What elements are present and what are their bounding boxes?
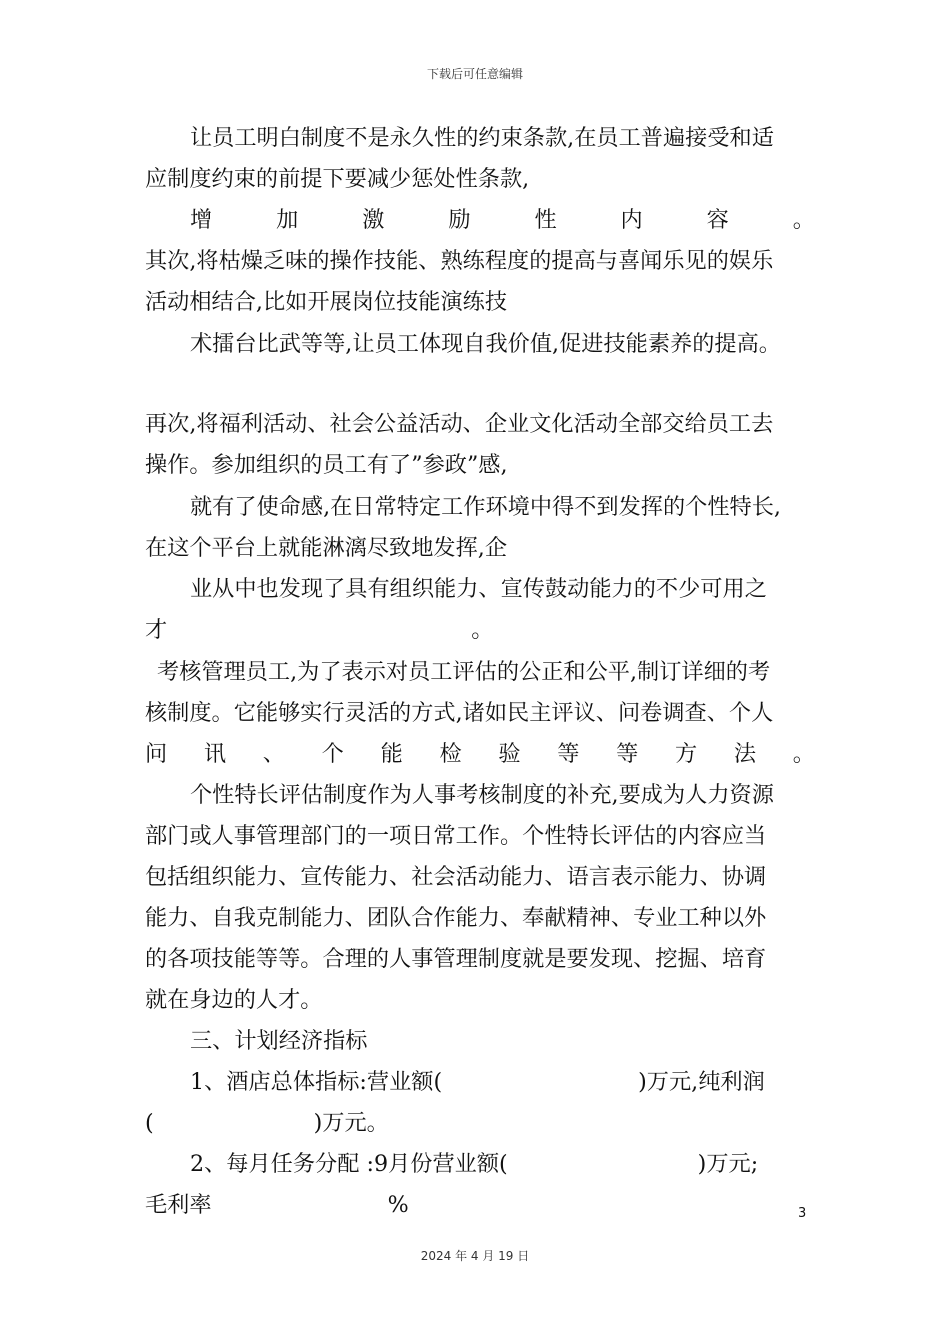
page-header: 下载后可任意编辑 bbox=[426, 67, 523, 81]
spread-char: 讯 bbox=[203, 741, 227, 767]
paragraph-line: 应制度约束的前提下要减少惩处性条款, bbox=[145, 166, 530, 192]
paragraph-line bbox=[145, 1107, 815, 1139]
paragraph-line bbox=[145, 1189, 815, 1221]
page-footer-date: 2024 年 4 月 19 日 bbox=[420, 1249, 530, 1263]
section-heading: 三、计划经济指标 bbox=[190, 1028, 368, 1054]
spread-char: 能 bbox=[380, 741, 403, 767]
spread-char: 、 bbox=[262, 741, 285, 767]
spread-char: 等 bbox=[557, 741, 580, 767]
line-text: % bbox=[387, 1192, 409, 1218]
line-text: )万元,纯利润 bbox=[638, 1069, 765, 1095]
paragraph-line: 术擂台比武等等,让员工体现自我价值,促进技能素养的提高。 bbox=[190, 331, 781, 357]
spread-char: 容 bbox=[706, 207, 729, 233]
spread-char: 个 bbox=[321, 741, 344, 767]
paragraph-line: 在这个平台上就能淋漓尽致地发挥,企 bbox=[145, 535, 508, 561]
spread-char: 法 bbox=[733, 741, 757, 767]
paragraph-line bbox=[190, 1148, 815, 1180]
spread-char: 励 bbox=[448, 207, 471, 233]
spread-char: 检 bbox=[439, 741, 462, 767]
paragraph-line: 业从中也发现了具有组织能力、宣传鼓动能力的不少可用之 bbox=[190, 576, 767, 602]
paragraph-line: 其次,将枯燥乏味的操作技能、熟练程度的提高与喜闻乐见的娱乐 bbox=[145, 248, 774, 274]
spread-char: 激 bbox=[362, 207, 385, 233]
paragraph-line: 能力、自我克制能力、团队合作能力、奉献精神、专业工种以外 bbox=[145, 905, 767, 931]
spread-char: 内 bbox=[620, 207, 643, 233]
spread-char: 问 bbox=[145, 741, 168, 767]
line-text: ( bbox=[145, 1110, 154, 1136]
paragraph-line: 活动相结合,比如开展岗位技能演练技 bbox=[145, 289, 508, 315]
paragraph-line: 的各项技能等等。合理的人事管理制度就是要发现、挖掘、培育 bbox=[145, 946, 767, 972]
line-text: 1、酒店总体指标:营业额( bbox=[190, 1069, 443, 1095]
paragraph-line bbox=[145, 614, 815, 646]
paragraph-line: 包括组织能力、宣传能力、社会活动能力、语言表示能力、协调 bbox=[145, 864, 767, 890]
paragraph-line: 操作。参加组织的员工有了”参政”感, bbox=[145, 452, 508, 478]
paragraph-line: 核制度。它能够实行灵活的方式,诸如民主评议、问卷调查、个人 bbox=[145, 700, 774, 726]
paragraph-line: 个性特长评估制度作为人事考核制度的补充,要成为人力资源 bbox=[190, 782, 774, 808]
spread-char: 。 bbox=[792, 207, 815, 233]
paragraph-line: 再次,将福利活动、社会公益活动、企业文化活动全部交给员工去 bbox=[145, 411, 774, 437]
paragraph-line: 就有了使命感,在日常特定工作环境中得不到发挥的个性特长, bbox=[190, 494, 781, 520]
spread-char: 验 bbox=[498, 741, 521, 767]
paragraph-line: 就在身边的人才。 bbox=[145, 987, 323, 1013]
spread-char: 加 bbox=[276, 207, 299, 233]
paragraph-line: 部门或人事管理部门的一项日常工作。个性特长评估的内容应当 bbox=[145, 823, 767, 849]
line-text: )万元。 bbox=[313, 1110, 389, 1136]
paragraph-line: 让员工明白制度不是永久性的约束条款,在员工普遍接受和适 bbox=[190, 125, 774, 151]
spread-char: 性 bbox=[534, 207, 557, 233]
paragraph-line-spread bbox=[145, 738, 815, 770]
spread-char: 等 bbox=[616, 741, 639, 767]
paragraph-line: 考核管理员工,为了表示对员工评估的公正和公平,制订详细的考 bbox=[157, 659, 771, 685]
paragraph-line-spread bbox=[190, 204, 815, 236]
paragraph-line bbox=[190, 1066, 815, 1098]
line-text: 2、每月任务分配 :9月份营业额( bbox=[190, 1151, 508, 1177]
line-text: 。 bbox=[471, 617, 494, 643]
page-number: 3 bbox=[798, 1206, 807, 1221]
line-text: 才 bbox=[145, 617, 168, 643]
spread-char: 增 bbox=[190, 207, 213, 233]
spread-char: 方 bbox=[675, 741, 698, 767]
line-text: )万元; bbox=[697, 1151, 759, 1177]
line-text: 毛利率 bbox=[145, 1192, 212, 1218]
spread-char: 。 bbox=[792, 741, 815, 767]
